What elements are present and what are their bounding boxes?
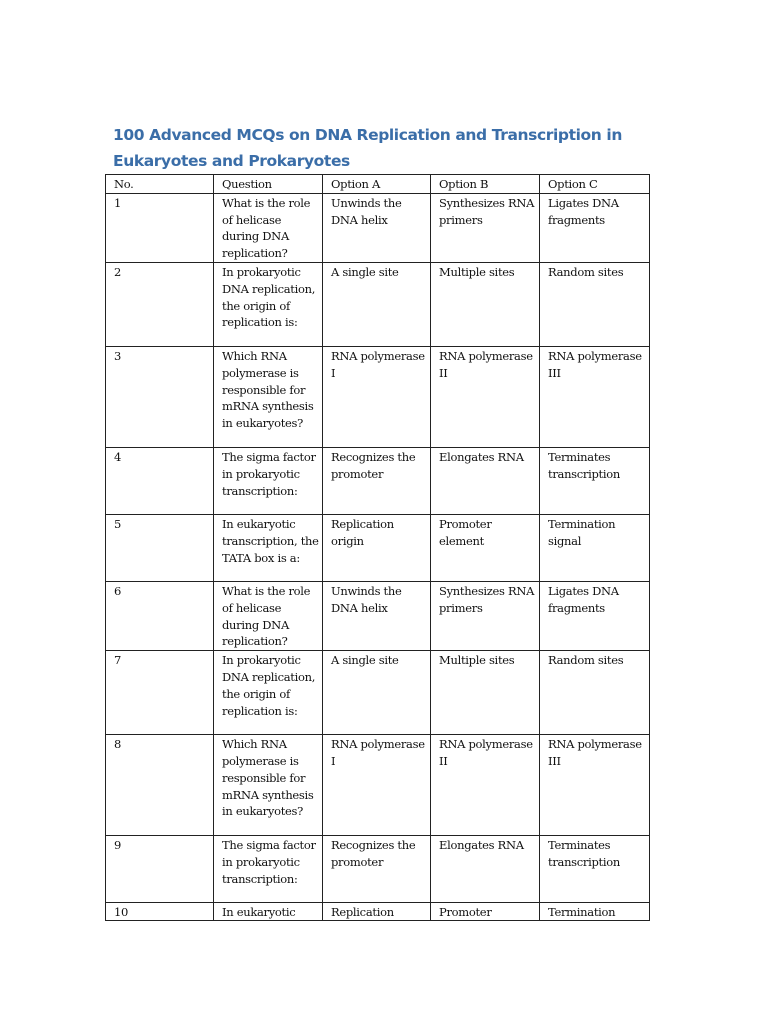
cell-option-c: Ligates DNA fragments (540, 581, 650, 650)
table-row (106, 735, 650, 836)
cell-option-b: Multiple sites (431, 651, 540, 735)
table-row (106, 903, 650, 921)
cell-option-c: RNA polymerase III (540, 735, 650, 836)
cell-option-c: Ligates DNA fragments (540, 193, 650, 262)
cell-question: The sigma factor in prokaryotic transcription: (214, 447, 323, 514)
cell-option-a: RNA polymerase I (323, 346, 431, 447)
cell-option-c-text: Termination (548, 905, 616, 920)
cell-no: 7 (106, 651, 214, 735)
cell-option-a: Unwinds the DNA helix (323, 193, 431, 262)
header-option-b: Option B (431, 175, 540, 194)
cell-option-c: Termination signal (540, 514, 650, 581)
mcq-table (105, 174, 650, 921)
cell-option-a: RNA polymerase I (323, 735, 431, 836)
table-row (106, 346, 650, 447)
cell-no: 8 (106, 735, 214, 836)
cell-option-a: A single site (323, 651, 431, 735)
cell-option-b (431, 903, 540, 921)
cell-question: In prokaryotic DNA replication, the origin of replication is: (214, 262, 323, 346)
table-row (106, 581, 650, 650)
cell-option-b-text: Promoter (439, 905, 492, 920)
cell-question-text: In eukaryotic (222, 905, 296, 920)
cell-option-a: Recognizes the promoter (323, 447, 431, 514)
cell-option-a: A single site (323, 262, 431, 346)
cell-no: 5 (106, 514, 214, 581)
cell-question: Which RNA polymerase is responsible for mRNA synthesis in eukaryotes? (214, 735, 323, 836)
cell-option-c: Random sites (540, 651, 650, 735)
cell-no: 9 (106, 836, 214, 903)
cell-no (106, 903, 214, 921)
cell-option-c: RNA polymerase III (540, 346, 650, 447)
cell-no-text: 10 (114, 905, 129, 920)
header-no: No. (106, 175, 214, 194)
page-title: 100 Advanced MCQs on DNA Replication and Transcription in Eukaryotes and Prokaryotes (113, 126, 622, 170)
table-row (106, 193, 650, 262)
cell-option-a: Replication origin (323, 514, 431, 581)
cell-no: 2 (106, 262, 214, 346)
cell-question: Which RNA polymerase is responsible for mRNA synthesis in eukaryotes? (214, 346, 323, 447)
cell-no: 1 (106, 193, 214, 262)
table-row (106, 262, 650, 346)
cell-option-a: Recognizes the promoter (323, 836, 431, 903)
cell-option-b: Multiple sites (431, 262, 540, 346)
cell-option-c: Terminates transcription (540, 447, 650, 514)
table-header-row (106, 175, 650, 194)
cell-question: The sigma factor in prokaryotic transcription: (214, 836, 323, 903)
cell-no: 3 (106, 346, 214, 447)
cell-question: What is the role of helicase during DNA replication? (214, 193, 323, 262)
header-option-a: Option A (323, 175, 431, 194)
cell-option-b: Synthesizes RNA primers (431, 193, 540, 262)
cell-no: 6 (106, 581, 214, 650)
cell-option-a (323, 903, 431, 921)
table-row (106, 836, 650, 903)
cell-option-b: Promoter element (431, 514, 540, 581)
cell-option-a-text: Replication (331, 905, 394, 920)
cell-question: In eukaryotic transcription, the TATA box is a: (214, 514, 323, 581)
cell-question: In prokaryotic DNA replication, the origin of replication is: (214, 651, 323, 735)
cell-option-c: Terminates transcription (540, 836, 650, 903)
cell-option-c (540, 903, 650, 921)
table-row (106, 447, 650, 514)
cell-option-b: RNA polymerase II (431, 346, 540, 447)
cell-no: 4 (106, 447, 214, 514)
table-row (106, 514, 650, 581)
cell-option-c: Random sites (540, 262, 650, 346)
cell-option-b: Synthesizes RNA primers (431, 581, 540, 650)
cell-option-a: Unwinds the DNA helix (323, 581, 431, 650)
cell-question: What is the role of helicase during DNA replication? (214, 581, 323, 650)
header-question: Question (214, 175, 323, 194)
table-row (106, 651, 650, 735)
cell-option-b: Elongates RNA (431, 836, 540, 903)
cell-question (214, 903, 323, 921)
header-option-c: Option C (540, 175, 650, 194)
cell-option-b: RNA polymerase II (431, 735, 540, 836)
cell-option-b: Elongates RNA (431, 447, 540, 514)
